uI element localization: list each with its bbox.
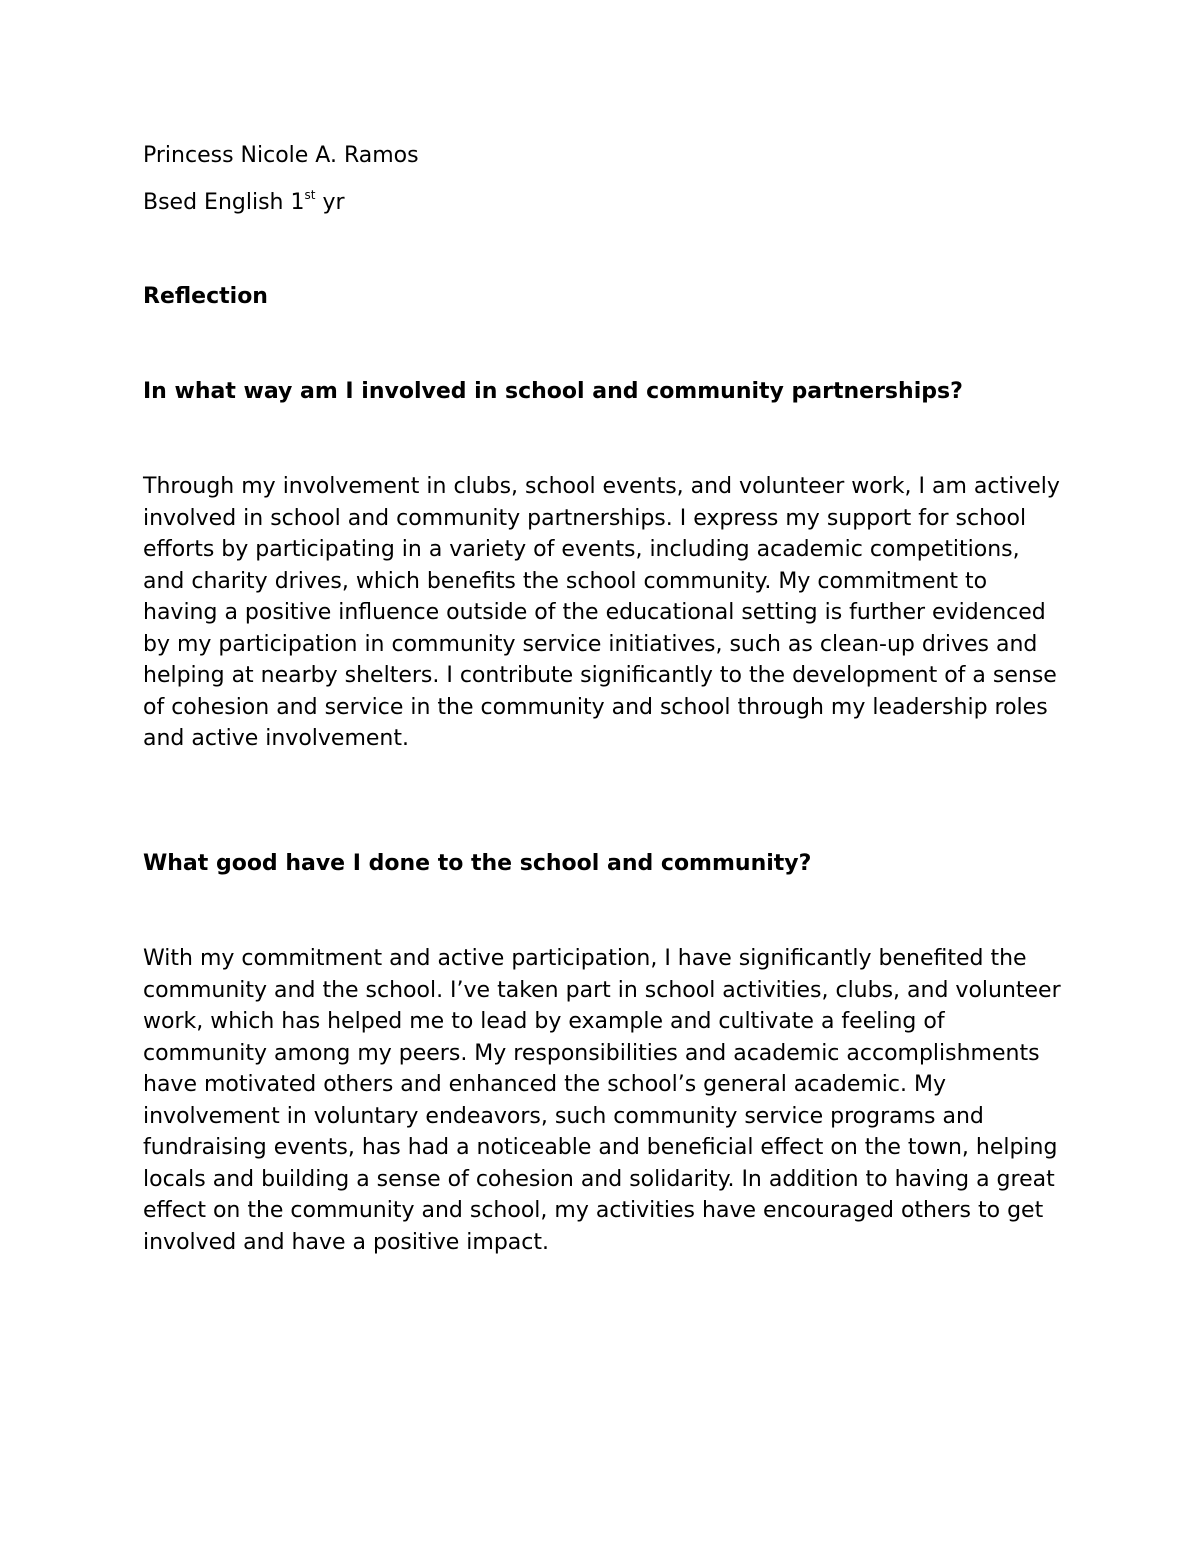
answer-1: Through my involvement in clubs, school events, and volunteer work, I am actively involved in school and community partnerships. I express my support for school efforts by participating in a variety of events, including academic competitions, and charity drives, which benefits the school community. My commitment to having a positive influence outside of the educational setting is further evidenced by my participation in community service initiatives, such as clean-up drives and helping at nearby shelters. I contribute significantly to the development of a sense of cohesion and service in the community and school through my leadership roles and active involvement. <box>143 474 1060 751</box>
answer-2: With my commitment and active participation, I have significantly benefited the community and the school. I’ve taken part in school activities, clubs, and volunteer work, which has helped me to lead by example and cultivate a feeling of community among my peers. My responsibilities and academic accomplishments have motivated others and enhanced the school’s general academic. My involvement in voluntary endeavors, such community service programs and fundraising events, has had a noticeable and beneficial effect on the town, helping locals and building a sense of cohesion and solidarity. In addition to having a great effect on the community and school, my activities have encouraged others to get involved and have a positive impact. <box>143 946 1061 1255</box>
ordinal-superscript: st <box>304 187 316 202</box>
document-title: Reflection <box>143 284 268 309</box>
question-1: In what way am I involved in school and community partnerships? <box>143 379 963 404</box>
year-suffix: yr <box>315 190 345 215</box>
course-year <box>143 187 1063 219</box>
course-text: Bsed English 1 <box>143 190 305 215</box>
question-2: What good have I done to the school and community? <box>143 851 812 876</box>
student-name: Princess Nicole A. Ramos <box>143 143 419 168</box>
